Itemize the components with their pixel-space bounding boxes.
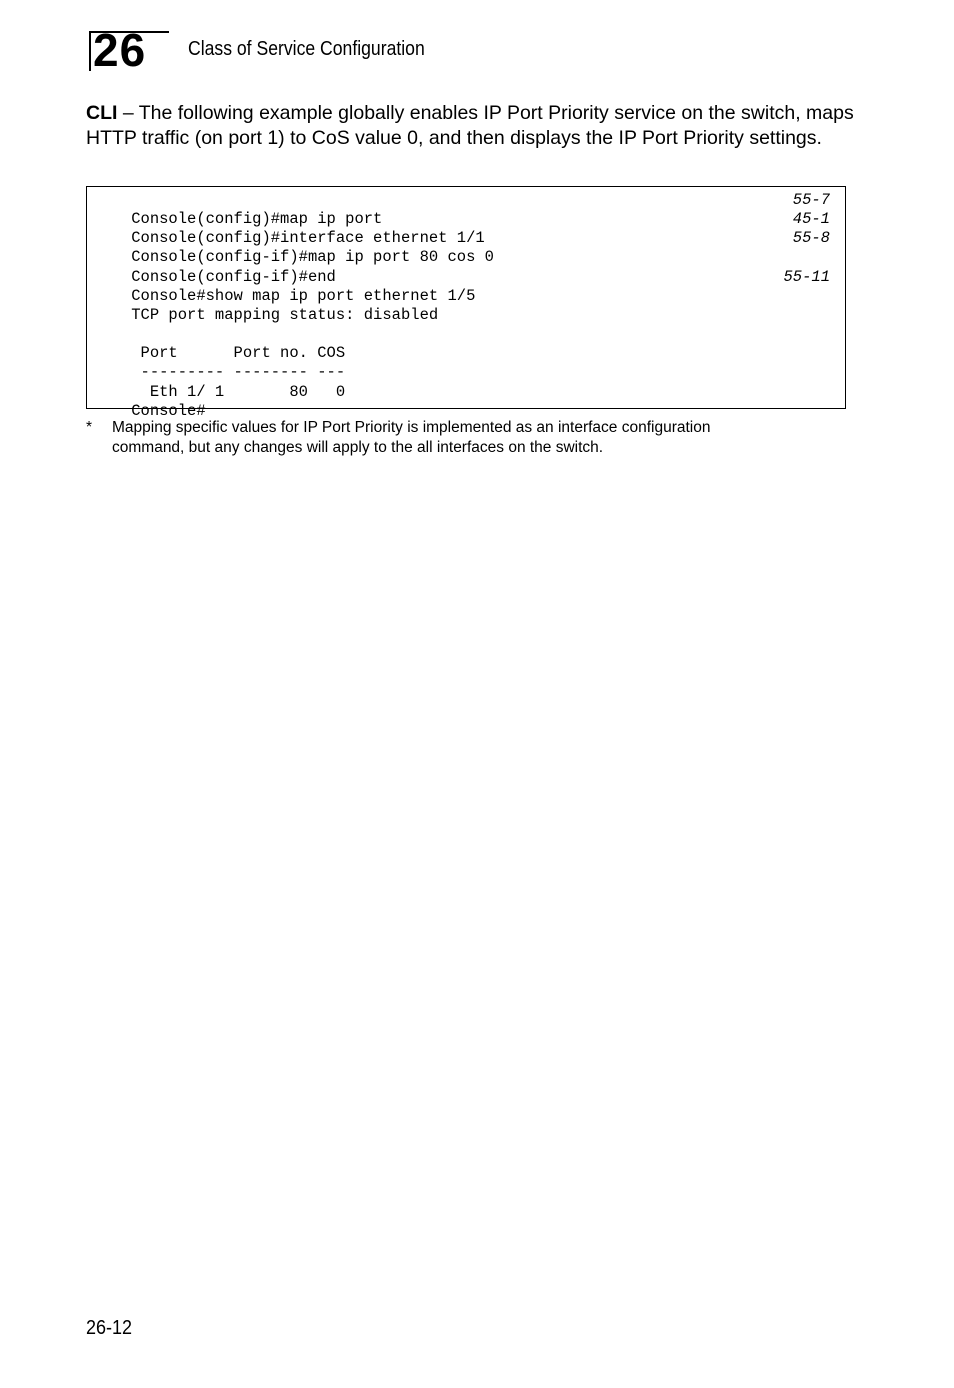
- footnote-text: Mapping specific values for IP Port Priority is implemented as an interface configuration command, but any changes will apply to the all interfaces on the switch.: [112, 419, 711, 456]
- chapter-number-box: [89, 24, 169, 76]
- code-line: [94, 325, 830, 362]
- intro-text: – The following example globally enables IP Port Priority service on the switch, maps HTTP traffic (on port 1) to CoS value 0, and then displays the IP Port Priority settings.: [86, 102, 854, 149]
- code-line: [94, 383, 830, 420]
- cli-code-block: [86, 186, 846, 420]
- intro-paragraph: [86, 101, 856, 151]
- code-text: Console(config)#interface ethernet 1/1: [131, 229, 485, 247]
- code-line: [94, 229, 830, 266]
- code-line: [94, 268, 830, 305]
- code-text: Console(config-if)#end: [131, 268, 336, 286]
- code-line: [94, 306, 830, 325]
- code-line: [94, 364, 830, 401]
- code-page-ref: 55-8: [792, 229, 830, 247]
- code-page-ref: 55-7: [792, 191, 830, 209]
- code-text: TCP port mapping status: disabled: [131, 306, 439, 324]
- code-text: --------- -------- ---: [131, 363, 346, 381]
- intro-label: CLI: [86, 102, 118, 124]
- code-page-ref: 45-1: [792, 210, 830, 228]
- code-text: Console#: [131, 402, 206, 420]
- code-text: Port Port no. COS: [131, 344, 346, 362]
- code-text: Console(config)#map ip port: [131, 210, 383, 228]
- code-page-ref: 55-11: [783, 268, 830, 286]
- chapter-number: 26: [93, 24, 147, 76]
- chapter-title: Class of Service Configuration: [188, 38, 425, 60]
- code-line: [94, 287, 830, 324]
- code-text: Eth 1/ 1 80 0: [131, 383, 346, 401]
- code-text: Console(config-if)#map ip port 80 cos 0: [131, 248, 494, 266]
- footnote-mark: *: [86, 419, 93, 436]
- code-line: [94, 344, 830, 381]
- page-number: 26-12: [86, 1317, 133, 1339]
- code-text: Console#show map ip port ethernet 1/5: [131, 287, 476, 305]
